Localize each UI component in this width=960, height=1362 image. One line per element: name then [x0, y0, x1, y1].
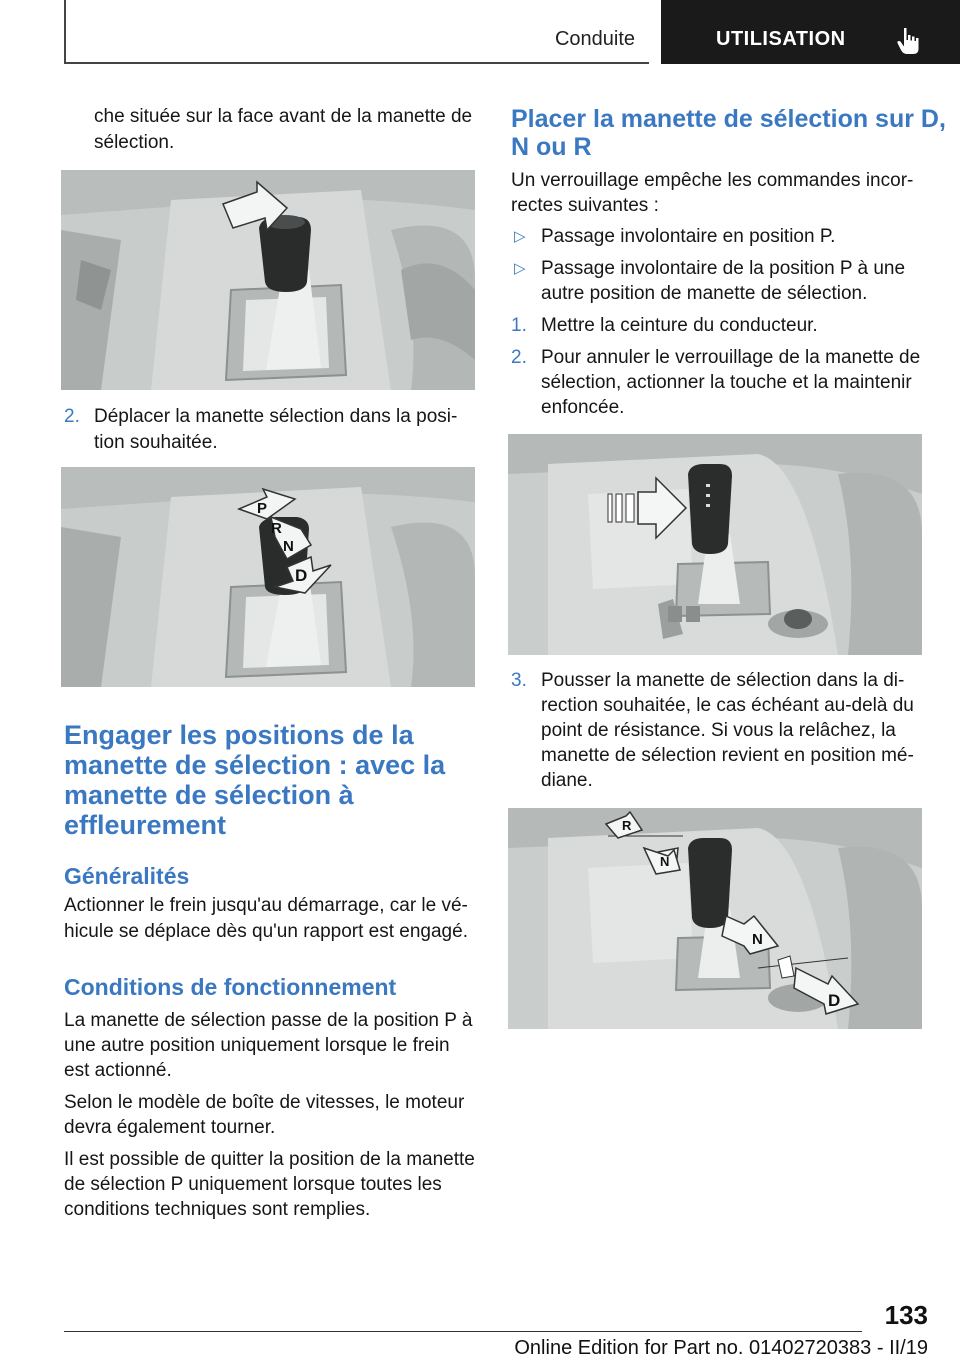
step-text: Déplacer la manette sélection dans la posi‐ [94, 406, 458, 427]
footer-rule [64, 1331, 862, 1332]
step-number: 1. [511, 315, 527, 336]
position-label: N [660, 854, 670, 869]
position-label: N [283, 538, 294, 555]
subheading-generalites: Généralités [64, 863, 190, 889]
paragraph-line: de sélection P uniquement lorsque toutes les [64, 1174, 442, 1195]
step-text: rection souhaitée, le cas échéant au-delà du [541, 695, 914, 716]
paragraph-line: Selon le modèle de boîte de vitesses, le moteur [64, 1092, 465, 1113]
paragraph-line: Actionner le frein jusqu'au démarrage, car le vé‐ [64, 895, 468, 916]
step-text: Pour annuler le verrouillage de la manette de [541, 347, 921, 368]
figure-unlock-button [508, 434, 922, 655]
hand-pointer-icon [895, 26, 921, 56]
header-section-title: Conduite [554, 28, 635, 50]
step-text: sélection, actionner la touche et la maintenir [541, 372, 912, 393]
position-label: R [622, 818, 632, 833]
paragraph-line: est actionné. [64, 1060, 172, 1081]
position-label: N [752, 931, 763, 948]
section-heading: effleurement [64, 810, 227, 840]
intro-line: che située sur la face avant de la manette de [94, 106, 473, 127]
step-text: Pousser la manette de sélection dans la di‐ [541, 670, 905, 691]
step-text: diane. [541, 770, 593, 791]
page-number: 133 [884, 1300, 928, 1330]
section-heading: Placer la manette de sélection sur D, [511, 105, 946, 133]
position-label: D [828, 991, 841, 1010]
bullet-text: autre position de manette de sélection. [541, 283, 868, 304]
step-number: 2. [64, 406, 80, 427]
paragraph-line: La manette de sélection passe de la position P à [64, 1010, 473, 1031]
step-number: 2. [511, 347, 527, 368]
paragraph-line: devra également tourner. [64, 1117, 276, 1138]
header-chapter-label: UTILISATION [716, 28, 846, 50]
section-heading: manette de sélection à [64, 780, 354, 810]
bullet-triangle-icon: ▷ [514, 260, 526, 277]
step-text: tion souhaitée. [94, 432, 218, 453]
figure-selector-lever-button [61, 170, 475, 390]
bullet-triangle-icon: ▷ [514, 228, 526, 245]
subheading-conditions: Conditions de fonctionnement [64, 974, 397, 1000]
paragraph-line: conditions techniques sont remplies. [64, 1199, 371, 1220]
position-label: D [295, 566, 308, 585]
section-heading: Engager les positions de la [64, 720, 414, 750]
header-rule-bottom [64, 62, 649, 64]
bullet-text: Passage involontaire de la position P à une [541, 258, 906, 279]
step-text: Mettre la ceinture du conducteur. [541, 315, 818, 336]
position-label: P [257, 500, 268, 517]
step-text: point de résistance. Si vous la relâchez, la [541, 720, 896, 741]
paragraph-line: une autre position uniquement lorsque le frein [64, 1035, 450, 1056]
footer-edition: Online Edition for Part no. 01402720383 - II/19 [514, 1337, 928, 1359]
header-rule-left [64, 0, 66, 64]
step-text: manette de sélection revient en position mé‐ [541, 745, 914, 766]
step-text: enfoncée. [541, 397, 625, 418]
paragraph-line: rectes suivantes : [511, 195, 659, 216]
intro-line: sélection. [94, 132, 175, 153]
paragraph-line: hicule se déplace dès qu'un rapport est engagé. [64, 921, 468, 942]
figure-push-directions [508, 808, 922, 1029]
figure-selector-positions [61, 467, 475, 687]
section-heading: manette de sélection : avec la [64, 750, 446, 780]
section-heading: N ou R [511, 133, 592, 161]
paragraph-line: Il est possible de quitter la position de la manette [64, 1149, 475, 1170]
step-number: 3. [511, 670, 527, 691]
paragraph-line: Un verrouillage empêche les commandes incor‐ [511, 170, 914, 191]
position-label: R [271, 520, 282, 537]
bullet-text: Passage involontaire en position P. [541, 226, 836, 247]
